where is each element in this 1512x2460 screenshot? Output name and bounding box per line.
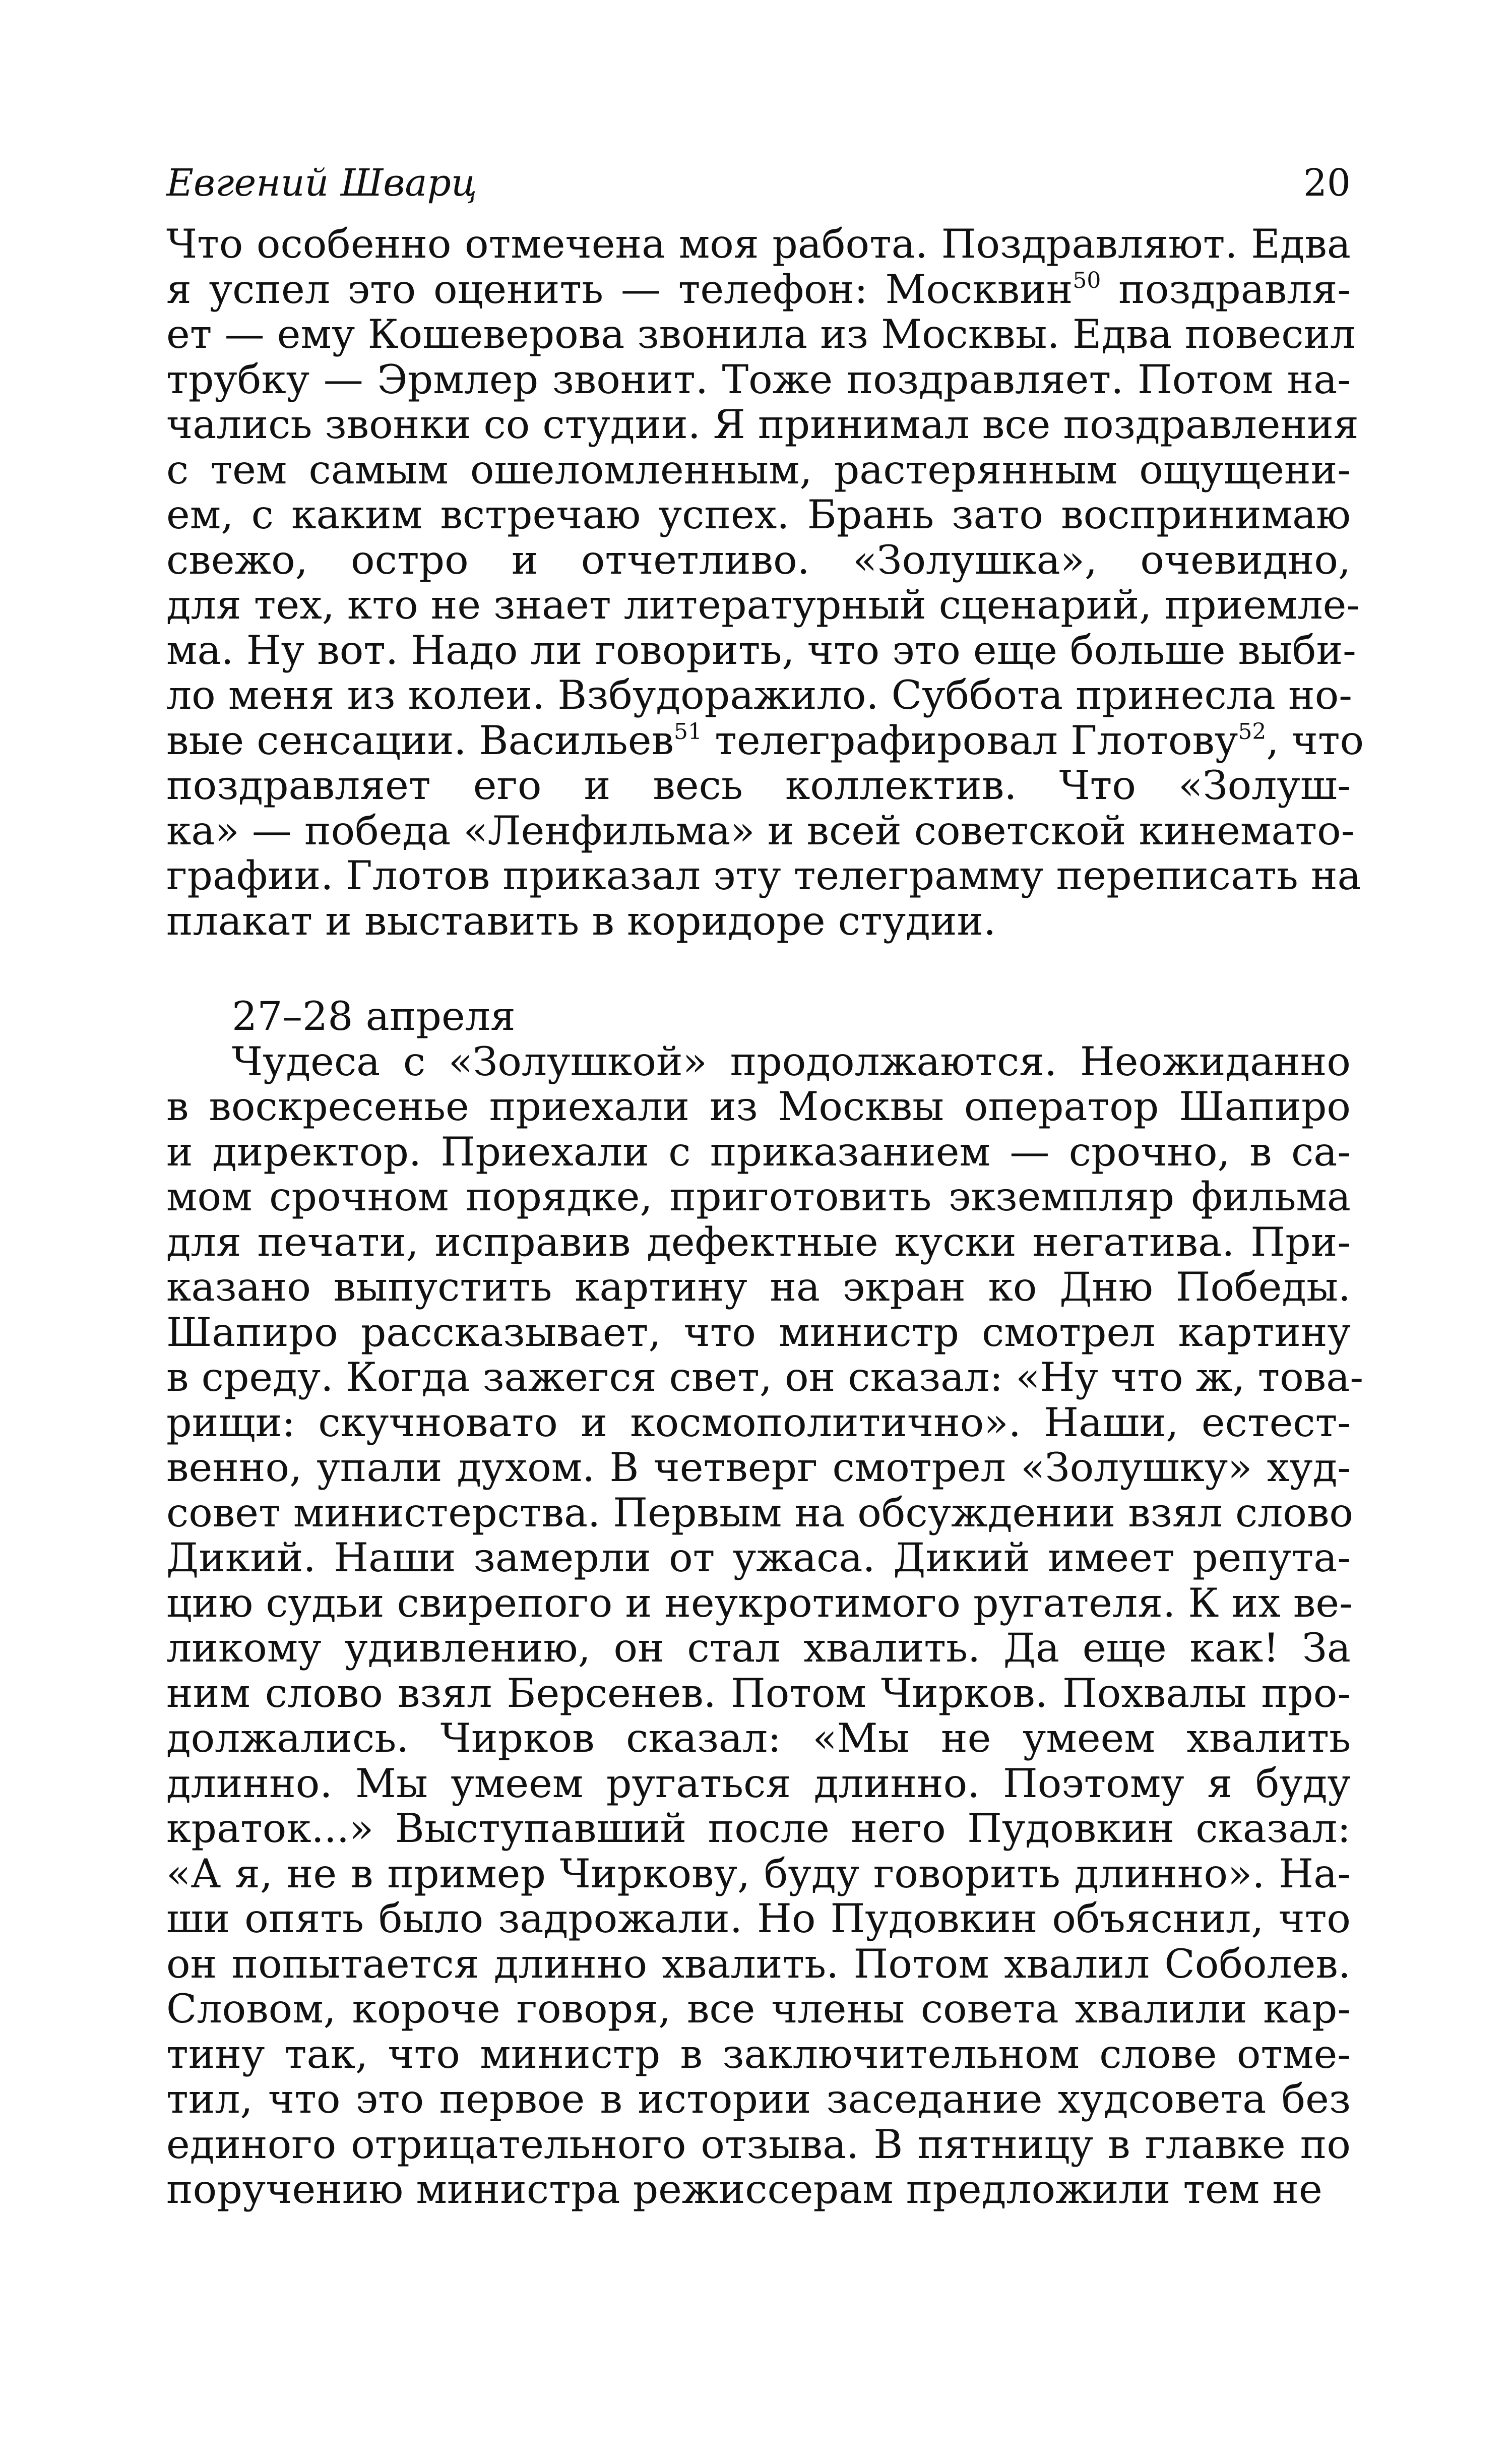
text-line: Дикий. Наши замерли от ужаса. Дикий имеет репута-	[166, 1534, 1351, 1581]
text-line: тину так, что министр в заключительном слове отме-	[166, 2031, 1351, 2077]
entry-date: 27–28 апреля	[232, 993, 516, 1039]
text-line: чались звонки со студии. Я принимал все поздравления	[166, 401, 1359, 448]
text-line: ним слово взял Берсенев. Потом Чирков. Похвалы про-	[166, 1670, 1351, 1716]
text-line: цию судьи свирепого и неукротимого ругателя. К их ве-	[166, 1579, 1353, 1626]
text-line: он попытается длинно хвалить. Потом хвалил Соболев.	[166, 1940, 1351, 1987]
text-line: с тем самым ошеломленным, растерянным ощущени-	[166, 446, 1351, 493]
text-line: поручению министра режиссерам предложили тем не	[166, 2166, 1322, 2212]
footnote-marker: 52	[1238, 718, 1267, 745]
book-page	[166, 151, 1364, 2212]
text-line: Что особенно отмечена моя работа. Поздравляют. Едва	[166, 221, 1351, 267]
text-line: поздравляет его и весь коллектив. Что «Золуш-	[166, 762, 1351, 809]
text-line: ликому удивлению, он стал хвалить. Да еще как! За	[166, 1625, 1351, 1671]
footnote-marker: 51	[674, 718, 703, 745]
text-line: ка» — победа «Ленфильма» и всей советской кинемато-	[166, 807, 1355, 854]
author-name: Евгений Шварц	[166, 161, 477, 205]
text-line: и директор. Приехали с приказанием — срочно, в са-	[166, 1128, 1351, 1175]
text-line: должались. Чирков сказал: «Мы не умеем хвалить	[166, 1715, 1351, 1761]
text-line: «А я, не в пример Чиркову, буду говорить длинно». На-	[166, 1850, 1351, 1897]
text-line: свежо, остро и отчетливо. «Золушка», очевидно,	[166, 536, 1351, 583]
diary-paragraph-2	[166, 1038, 1364, 2212]
text-line: ло меня из колеи. Взбудоражило. Суббота принесла но-	[166, 672, 1352, 718]
text-line: в среду. Когда зажегся свет, он сказал: «Ну что ж, това-	[166, 1354, 1364, 1400]
text-line: я успел это оценить — телефон: Москвин$^{50}$ поздравля-	[166, 266, 1351, 313]
text-line: для печати, исправив дефектные куски негатива. При-	[166, 1218, 1351, 1265]
text-line: трубку — Эрмлер звонит. Тоже поздравляет. Потом на-	[166, 356, 1351, 403]
text-line: казано выпустить картину на экран ко Дню Победы.	[166, 1264, 1351, 1310]
text-line: ма. Ну вот. Надо ли говорить, что это еще больше выби-	[166, 627, 1356, 673]
text-line: ет — ему Кошеверова звонила из Москвы. Едва повесил	[166, 311, 1356, 357]
text-line: длинно. Мы умеем ругаться длинно. Поэтому я буду	[166, 1760, 1351, 1807]
diary-paragraph-1	[166, 221, 1364, 944]
text-line: единого отрицательного отзыва. В пятницу в главке по	[166, 2121, 1351, 2168]
text-line: Словом, короче говоря, все члены совета хвалили кар-	[166, 1986, 1351, 2032]
running-header	[166, 151, 1351, 222]
text-line: краток...» Выступавший после него Пудовкин сказал:	[166, 1805, 1351, 1852]
text-line: совет министерства. Первым на обсуждении взял слово	[166, 1489, 1353, 1536]
text-line: графии. Глотов приказал эту телеграмму переписать на	[166, 852, 1361, 899]
text-line: ши опять было задрожали. Но Пудовкин объяснил, что	[166, 1895, 1351, 1942]
text-line: вые сенсации. Васильев$^{51}$ телеграфировал Глотову$^{52}$, что	[166, 717, 1364, 764]
text-line: тил, что это первое в истории заседание худсовета без	[166, 2076, 1351, 2122]
page-number: 20	[1303, 161, 1351, 205]
text-line: ем, с каким встречаю успех. Брань зато воспринимаю	[166, 491, 1351, 538]
text-line: рищи: скучновато и космополитично». Наши, естест-	[166, 1399, 1351, 1446]
text-line: мом срочном порядке, приготовить экземпляр фильма	[166, 1174, 1351, 1220]
text-line: плакат и выставить в коридоре студии.	[166, 897, 996, 944]
text-line: Чудеса с «Золушкой» продолжаются. Неожиданно	[232, 1038, 1351, 1085]
text-line: для тех, кто не знает литературный сценарий, приемле-	[166, 582, 1360, 628]
text-line: в воскресенье приехали из Москвы оператор Шапиро	[166, 1083, 1351, 1130]
text-line: Шапиро рассказывает, что министр смотрел картину	[166, 1309, 1351, 1356]
text-line: венно, упали духом. В четверг смотрел «Золушку» худ-	[166, 1444, 1351, 1491]
footnote-marker: 50	[1073, 267, 1101, 293]
paragraph-gap	[166, 944, 1351, 994]
